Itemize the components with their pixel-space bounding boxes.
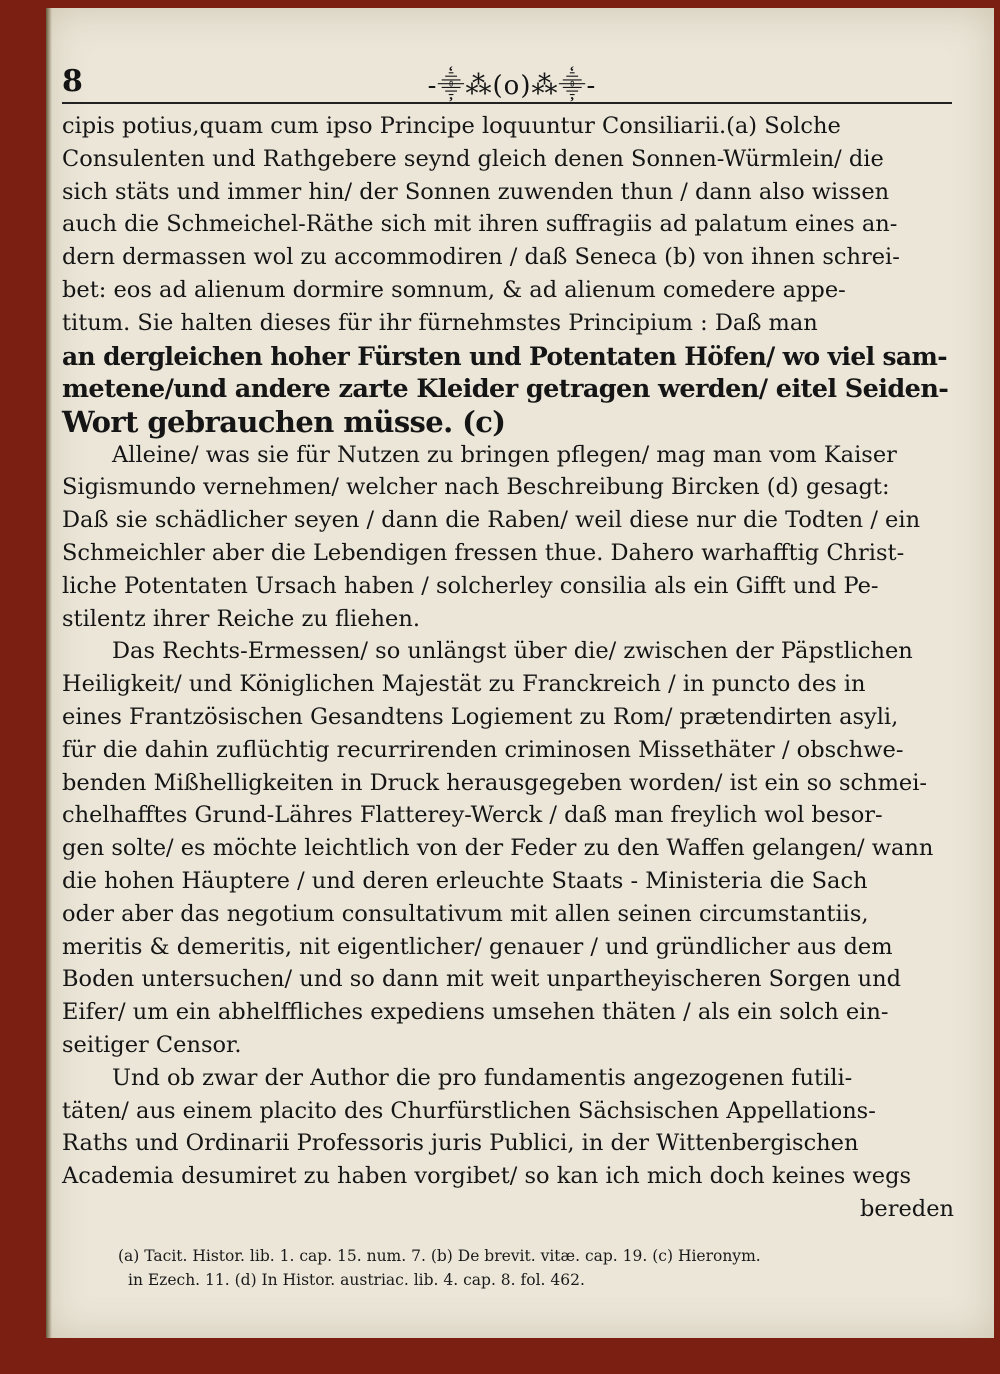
- text-line: cipis potius,quam cum ipso Principe loquuntur Consiliarii.(a) Solche: [62, 113, 841, 139]
- text-line: oder aber das negotium consultativum mit allen seinen circumstantiis,: [62, 900, 869, 927]
- text-line: Wort gebrauchen müsse. (c): [62, 404, 506, 439]
- text-line: Boden untersuchen/ und so dann mit weit unpartheyischeren Sorgen und: [62, 966, 902, 993]
- text-line: dern dermassen wol zu accommodiren / daß Seneca (b) von ihnen schrei-: [62, 244, 900, 271]
- header-ornament: -⸎⁂(o)⁂⸎-: [427, 71, 597, 101]
- text-line: gen solte/ es möchte leichtlich von der Feder zu den Waffen gelangen/ wann: [62, 835, 934, 862]
- text-line: Alleine/ was sie für Nutzen zu bringen pflegen/ mag man vom Kaiser: [112, 441, 897, 468]
- text-line: eines Frantzösischen Gesandtens Logiement zu Rom/ prætendirten asyli,: [62, 703, 899, 730]
- footnotes: [118, 1244, 978, 1292]
- text-line: sich stäts und immer hin/ der Sonnen zuwenden thun / dann also wissen: [62, 178, 890, 205]
- text-line: täten/ aus einem placito des Churfürstlichen Sächsischen Appellations-: [62, 1097, 876, 1124]
- text-line: an dergleichen hoher Fürsten und Potentaten Höfen/ wo viel sam-: [62, 341, 947, 371]
- text-line: die hohen Häuptere / und deren erleuchte Staats - Ministeria die Sach: [62, 867, 868, 894]
- text-line: Und ob zwar der Author die pro fundamentis angezogenen futili-: [112, 1064, 853, 1091]
- text-line: Eifer/ um ein abhelffliches expediens umsehen thäten / als ein solch ein-: [62, 999, 889, 1026]
- text-line: Raths und Ordinarii Professoris juris Publici, in der Wittenbergischen: [62, 1130, 859, 1157]
- text-line: bet: eos ad alienum dormire somnum, & ad alienum comedere appe-: [62, 276, 846, 303]
- text-line: metene/und andere zarte Kleider getragen werden/ eitel Seiden-: [62, 373, 949, 404]
- text-line: Sigismundo vernehmen/ welcher nach Beschreibung Bircken (d) gesagt:: [62, 474, 890, 501]
- text-line: meritis & demeritis, nit eigentlicher/ genauer / und gründlicher aus dem: [62, 933, 893, 960]
- text-line: stilentz ihrer Reiche zu fliehen.: [62, 605, 420, 632]
- text-line: liche Potentaten Ursach haben / solcherley consilia als ein Gifft und Pe-: [62, 572, 879, 599]
- text-line: benden Mißhelligkeiten in Druck herausgegeben worden/ ist ein so schmei-: [62, 769, 928, 796]
- page-header: [62, 64, 952, 104]
- text-line: Das Rechts-Ermessen/ so unlängst über die/ zwischen der Päpstlichen: [112, 638, 913, 665]
- paper-sheet: [46, 8, 994, 1338]
- text-line: titum. Sie halten dieses für ihr fürnehmstes Principium : Daß man: [62, 309, 818, 336]
- catchword: bereden: [860, 1195, 954, 1222]
- text-line: Schmeichler aber die Lebendigen fressen thue. Dahero warhafftig Christ-: [62, 539, 905, 566]
- body-text: [62, 110, 962, 1226]
- header-rule: [62, 102, 952, 104]
- text-line: auch die Schmeichel-Räthe sich mit ihren suffragiis ad palatum eines an-: [62, 211, 898, 238]
- text-line: Heiligkeit/ und Königlichen Majestät zu Franckreich / in puncto des in: [62, 671, 866, 698]
- page-number: 8: [62, 64, 83, 99]
- footnote-line: in Ezech. 11. (d) In Histor. austriac. lib. 4. cap. 8. fol. 462.: [128, 1271, 585, 1289]
- text-line: Daß sie schädlicher seyen / dann die Raben/ weil diese nur die Todten / ein: [62, 507, 921, 534]
- text-line: seitiger Censor.: [62, 1031, 242, 1058]
- footnote-line: (a) Tacit. Histor. lib. 1. cap. 15. num. 7. (b) De brevit. vitæ. cap. 19. (c) Hieronym.: [118, 1247, 761, 1265]
- text-line: für die dahin zuflüchtig recurrirenden criminosen Missethäter / obschwe-: [62, 736, 904, 763]
- text-line: chelhafftes Grund-Lähres Flatterey-Werck / daß man freylich wol besor-: [62, 802, 883, 829]
- text-line: Consulenten und Rathgebere seynd gleich denen Sonnen-Würmlein/ die: [62, 145, 884, 172]
- text-line: Academia desumiret zu haben vorgibet/ so kan ich mich doch keines wegs: [62, 1163, 912, 1190]
